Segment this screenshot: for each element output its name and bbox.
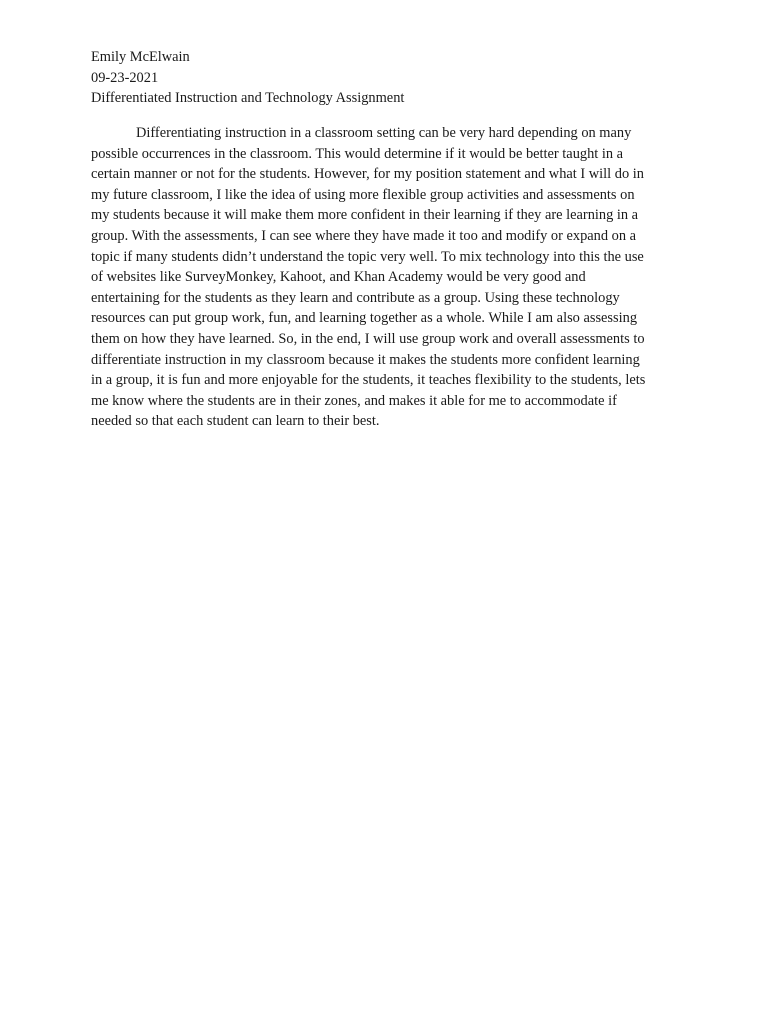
paragraph-line: them on how they have learned. So, in the end, I will use group work and overall assessments to	[91, 330, 645, 347]
paragraph-line: my students because it will make them more confident in their learning if they are learning in a	[91, 207, 639, 224]
document-date: 09-23-2021	[91, 69, 159, 86]
paragraph-line: me know where the students are in their zones, and makes it able for me to accommodate if	[91, 392, 617, 409]
paragraph-line: my future classroom, I like the idea of using more flexible group activities and assessments on	[91, 186, 635, 203]
document-title: Differentiated Instruction and Technology Assignment	[91, 90, 405, 106]
paragraph-line: possible occurrences in the classroom. This would determine if it would be better taught in a	[91, 145, 624, 162]
document-header	[91, 47, 681, 109]
paragraph-line: in a group, it is fun and more enjoyable for the students, it teaches flexibility to the students, lets	[91, 372, 646, 389]
paragraph-line: needed so that each student can learn to their best.	[91, 413, 380, 430]
paragraph-line: of websites like SurveyMonkey, Kahoot, and Khan Academy would be very good and	[91, 269, 586, 286]
paragraph-line: topic if many students didn’t understand the topic very well. To mix technology into this the use	[91, 248, 644, 265]
paragraph-line: resources can put group work, fun, and learning together as a whole. While I am also assessing	[91, 310, 638, 327]
author-name: Emily McElwain	[91, 49, 190, 65]
paragraph-line: group. With the assessments, I can see where they have made it too and modify or expand on a	[91, 227, 637, 244]
paragraph-line: Differentiating instruction in a classroom setting can be very hard depending on many	[136, 125, 632, 141]
body-paragraph	[91, 123, 681, 432]
paragraph-line: certain manner or not for the students. However, for my position statement and what I will do in	[91, 166, 644, 183]
paragraph-line: differentiate instruction in my classroom because it makes the students more confident learning	[91, 351, 640, 368]
paragraph-line: entertaining for the students as they learn and contribute as a group. Using these technology	[91, 289, 620, 306]
